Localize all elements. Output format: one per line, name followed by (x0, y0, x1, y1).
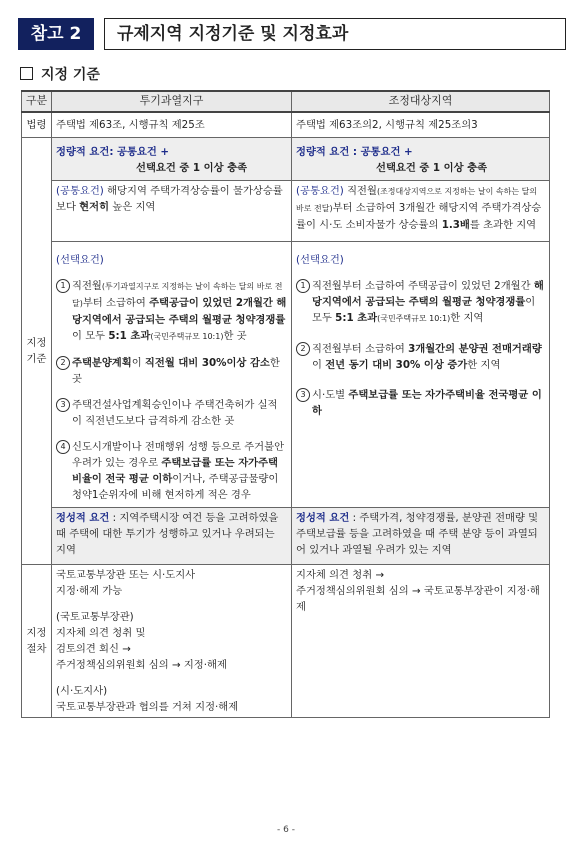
right-item-2-e: 한 지역 (467, 359, 501, 371)
document-title: 규제지역 지정기준 및 지정효과 (104, 18, 566, 50)
right-item-3-num: 3 (296, 388, 310, 402)
left-item-1 (56, 278, 287, 345)
right-item-1-d-small: (국민주택규모 10:1) (377, 314, 451, 323)
page-number: - 6 - (277, 825, 295, 835)
criteria-label (22, 138, 52, 565)
right-common-label: (공통요건) (296, 185, 344, 197)
right-quant-line1: 정량적 요건 : 공통요건 + (296, 146, 413, 158)
left-item-1-num: 1 (56, 279, 70, 293)
square-bullet-icon (20, 67, 33, 80)
criteria-label-text: 지정 기준 (26, 337, 47, 365)
right-item-1-e: 한 지역 (450, 312, 484, 324)
left-item-1-f: 한 곳 (223, 330, 247, 342)
right-item-1-a: 직전월부터 소급하여 주택공급이 있었던 2개월간 (312, 280, 534, 292)
left-item-2-c: 직전월 대비 30%이상 감소 (144, 357, 270, 369)
right-item-3 (296, 387, 545, 419)
law-right: 주택법 제63조의2, 시행규칙 제25조의3 (292, 112, 550, 138)
left-item-4-a: 신도시개발이나 전매행위 성행 등으로 주거불안 우려가 있는 경우로 (72, 441, 285, 469)
procedure-right-line-2: 주거정책심의위원회 심의 → 국토교통부장관이 지정·해제 (296, 585, 540, 613)
procedure-gap-1 (56, 599, 287, 609)
left-item-1-a: 직전월 (72, 280, 102, 292)
procedure-left-line-7: 주거정책심의위원회 심의 → 지정·해제 (56, 659, 227, 671)
procedure-left-line-1: 국토교통부장관 또는 시·도지사 (56, 569, 196, 581)
col-header-speculation-zone: 투기과열지구 (52, 91, 292, 112)
right-common-text-a: 직전월 (343, 185, 377, 197)
procedure-left-line-4: (국토교통부장관) (56, 611, 134, 623)
col-header-category: 구분 (22, 91, 52, 112)
right-common-text-c: 1.3배 (441, 219, 470, 231)
right-item-1 (296, 278, 545, 327)
right-common-req (292, 181, 550, 242)
procedure-left-line-2: 지정·해제 가능 (56, 585, 123, 597)
right-item-1-b: 해당지역에서 공급되는 주택의 월평균 청약경쟁률 (312, 280, 544, 308)
procedure-left-line-9: (시·도지사) (56, 685, 108, 697)
section-title: 지정 기준 (41, 67, 100, 83)
right-select-req (292, 242, 550, 508)
title-bar (18, 18, 554, 50)
right-item-1-num: 1 (296, 279, 310, 293)
right-common-small: (조정대상지역으로 지정하는 날이 속하는 달의 바로 전달) (296, 187, 538, 213)
law-label: 법령 (22, 112, 52, 138)
right-quant-line2: 선택요건 중 1 이상 충족 (376, 162, 488, 174)
right-item-2-num: 2 (296, 342, 310, 356)
law-row (22, 112, 550, 138)
left-item-2 (56, 355, 287, 387)
procedure-label-text: 지정 절차 (26, 627, 47, 655)
right-item-1-c: 이 모두 (312, 296, 536, 324)
left-common-label: (공통요건) (56, 185, 104, 197)
left-item-2-a: 주택분양계획 (72, 357, 132, 369)
procedure-left-line-10: 국토교통부장관과 협의를 거쳐 지정·해제 (56, 701, 239, 713)
right-qual-title: 정성적 요건 (296, 512, 350, 524)
left-item-3 (56, 397, 287, 429)
right-item-2-a: 직전월부터 소급하여 (312, 343, 409, 355)
left-qual-text: : 지역주택시장 여건 등을 고려하였을 때 주택에 대한 투기가 성행하고 있거나 우려되는 지역 (56, 512, 279, 556)
left-item-4 (56, 439, 287, 503)
procedure-left (52, 565, 292, 718)
procedure-row (22, 565, 550, 718)
right-quant-title (292, 138, 550, 181)
left-item-1-c: 주택공급이 있었던 2개월간 해당지역에서 공급되는 주택의 월평균 청약경쟁률 (72, 297, 287, 326)
law-left: 주택법 제63조, 시행규칙 제25조 (52, 112, 292, 138)
left-item-1-b: 부터 소급하여 (82, 297, 150, 309)
left-common-text-a: 해당지역 주택가격상승률이 물가상승률보다 (56, 185, 283, 213)
left-quant-title (52, 138, 292, 181)
section-heading (20, 64, 100, 84)
left-common-text-b: 현저히 (79, 201, 110, 213)
right-item-2-c: 이 (312, 359, 326, 371)
left-item-1-e: 5:1 초과 (108, 330, 151, 342)
qual-row (22, 508, 550, 565)
left-item-1-e-small: (국민주택규모 10:1) (150, 332, 224, 341)
right-item-2-d: 전년 동기 대비 30% 이상 증가 (325, 359, 468, 371)
left-common-req (52, 181, 292, 242)
right-common-text-d: 를 초과한 지역 (469, 219, 537, 231)
left-select-req (52, 242, 292, 508)
left-item-2-d: 한 곳 (72, 357, 280, 385)
right-common-text-b: 부터 소급하여 3개월간 해당지역 주택가격상승률이 시·도 소비자물가 상승률의 (296, 202, 542, 231)
quant-title-row (22, 138, 550, 181)
right-select-label: (선택요건) (296, 254, 344, 266)
right-item-1-d: 5:1 초과 (335, 312, 378, 324)
right-item-2 (296, 341, 545, 373)
left-item-4-num: 4 (56, 440, 70, 454)
criteria-table (21, 90, 550, 718)
left-item-4-c: 이거나, 주택공급물량이 청약1순위자에 비해 현저하게 적은 경우 (72, 473, 279, 501)
procedure-gap-2 (56, 673, 287, 683)
left-quant-line2: 선택요건 중 1 이상 충족 (136, 162, 248, 174)
right-qual-text: : 주택가격, 청약경쟁률, 분양권 전매량 및 주택보급률 등을 고려하였을 때 주택 분양 등이 과열되어 있거나 과열될 우려가 있는 지역 (296, 512, 539, 556)
common-req-row (22, 181, 550, 242)
left-select-label: (선택요건) (56, 254, 104, 266)
procedure-right-line-1: 지자체 의견 청취 → (296, 569, 385, 581)
table-header-row (22, 91, 550, 112)
col-header-adjustment-zone: 조정대상지역 (292, 91, 550, 112)
left-item-2-b: 이 (131, 357, 145, 369)
left-item-2-num: 2 (56, 356, 70, 370)
reference-badge: 참고 2 (18, 18, 94, 50)
left-quant-line1: 정량적 요건: 공통요건 + (56, 146, 170, 158)
procedure-left-line-6: 검토의견 회신 → (56, 643, 131, 655)
procedure-label (22, 565, 52, 718)
procedure-left-line-5: 지자체 의견 청취 및 (56, 627, 146, 639)
left-item-4-b: 주택보급률 또는 자가주택 비율이 전국 평균 이하 (72, 457, 278, 485)
select-req-row (22, 242, 550, 508)
left-qual (52, 508, 292, 565)
left-item-3-a: 주택건설사업계획승인이나 주택건축허가 실적이 직전년도보다 급격하게 감소한 곳 (72, 399, 278, 427)
right-item-2-b: 3개월간의 분양권 전매거래량 (408, 343, 542, 355)
left-common-text-c: 높은 지역 (109, 201, 156, 213)
left-item-1-d: 이 모두 (72, 330, 109, 342)
right-item-3-a: 시·도별 (312, 389, 349, 401)
right-item-3-b: 주택보급률 또는 자가주택비율 전국평균 이하 (312, 389, 542, 417)
right-qual (292, 508, 550, 565)
left-item-3-num: 3 (56, 398, 70, 412)
left-qual-title: 정성적 요건 (56, 512, 110, 524)
left-item-1-small: (투기과열지구로 지정하는 날이 속하는 달의 바로 전달) (72, 282, 283, 308)
procedure-right (292, 565, 550, 718)
